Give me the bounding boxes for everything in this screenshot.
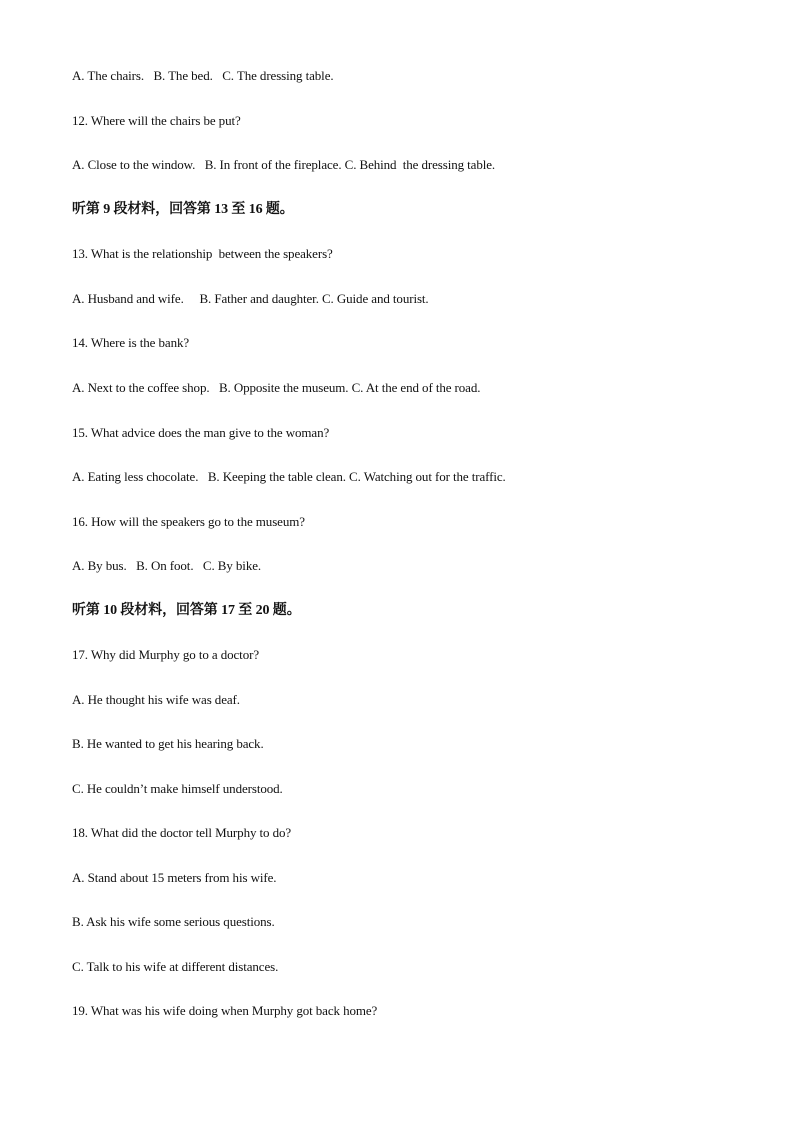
q16-question: 16. How will the speakers go to the museum? xyxy=(72,514,305,529)
q15-options: A. Eating less chocolate. B. Keeping the table clean. C. Watching out for the traffic. xyxy=(72,469,506,484)
q18-option-b: B. Ask his wife some serious questions. xyxy=(72,914,275,929)
q11-options: A. The chairs. B. The bed. C. The dressing table. xyxy=(72,68,334,83)
q17-option-a: A. He thought his wife was deaf. xyxy=(72,692,240,707)
q17-option-c: C. He couldn’t make himself understood. xyxy=(72,781,283,796)
q18-option-a: A. Stand about 15 meters from his wife. xyxy=(72,870,277,885)
q15-question: 15. What advice does the man give to the woman? xyxy=(72,425,330,440)
q13-question: 13. What is the relationship between the speakers? xyxy=(72,246,333,261)
q12-question: 12. Where will the chairs be put? xyxy=(72,113,241,128)
q18-question: 18. What did the doctor tell Murphy to do? xyxy=(72,825,292,840)
q17-option-b: B. He wanted to get his hearing back. xyxy=(72,736,264,751)
q13-options: A. Husband and wife. B. Father and daughter. C. Guide and tourist. xyxy=(72,291,429,306)
q12-options: A. Close to the window. B. In front of the fireplace. C. Behind the dressing table. xyxy=(72,157,496,172)
q14-question: 14. Where is the bank? xyxy=(72,335,190,350)
q17-question: 17. Why did Murphy go to a doctor? xyxy=(72,647,259,662)
q18-option-c: C. Talk to his wife at different distances. xyxy=(72,959,279,974)
section-10-heading: 听第 10 段材料，回答第 17 至 20 题。 xyxy=(72,603,301,618)
q19-question: 19. What was his wife doing when Murphy got back home? xyxy=(72,1003,378,1018)
q16-options: A. By bus. B. On foot. C. By bike. xyxy=(72,558,262,573)
q14-options: A. Next to the coffee shop. B. Opposite the museum. C. At the end of the road. xyxy=(72,380,481,395)
section-9-heading: 听第 9 段材料，回答第 13 至 16 题。 xyxy=(72,202,294,217)
